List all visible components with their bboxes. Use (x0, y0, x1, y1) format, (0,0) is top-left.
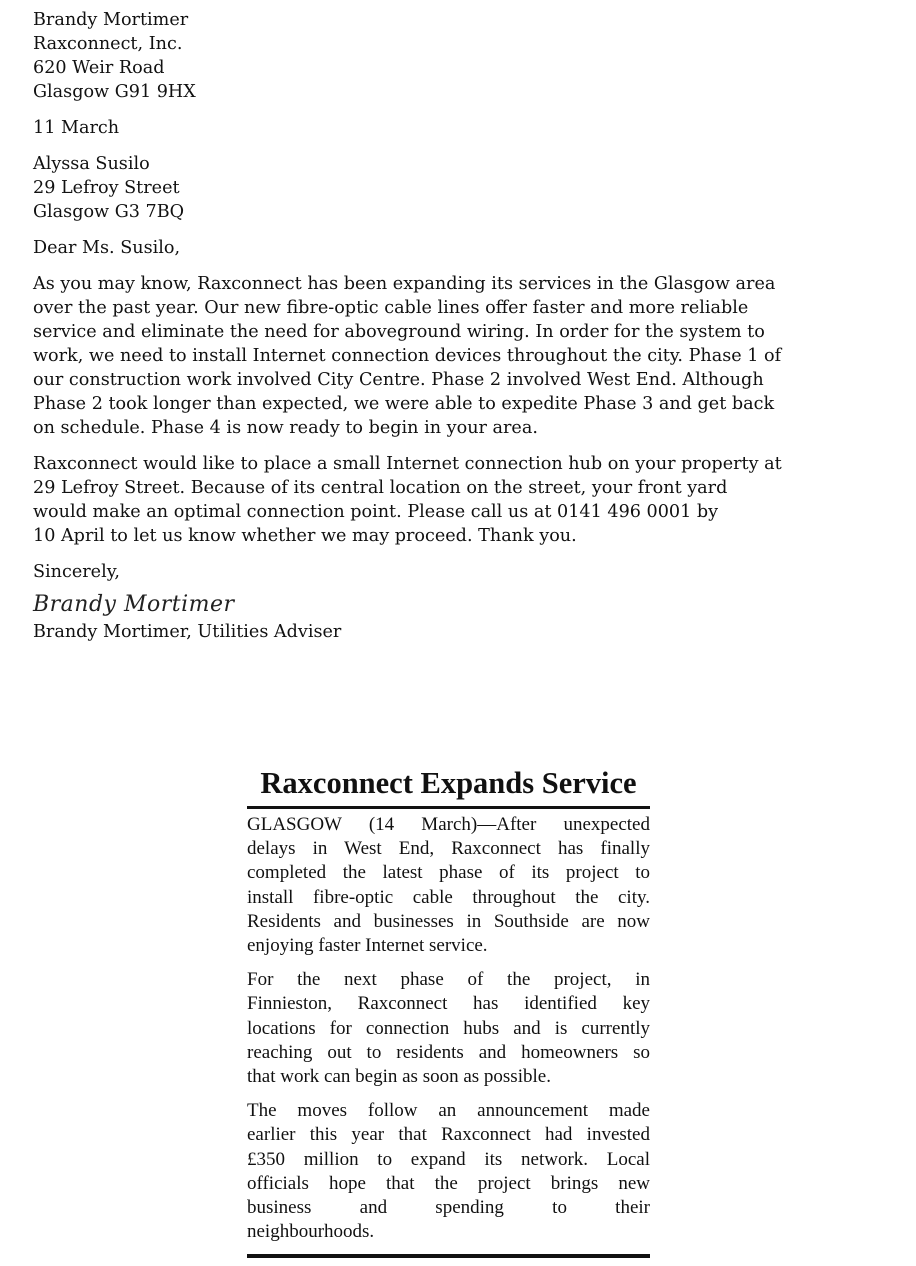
article-line: £350 million to expand its network. Local (247, 1148, 650, 1170)
article-line: business and spending to their (247, 1197, 650, 1219)
paragraph-line: work, we need to install Internet connection devices throughout the city. Phase 1 of (33, 346, 782, 366)
article-line: completed the latest phase of its project to (247, 862, 650, 884)
letter-paragraph-2 (33, 452, 903, 548)
article-line: GLASGOW (14 March)—After unexpected (247, 814, 650, 835)
article-bottom-rule (247, 1254, 650, 1258)
paragraph-line: 10 April to let us know whether we may proceed. Thank you. (33, 526, 577, 546)
sender-name: Brandy Mortimer (33, 10, 189, 30)
salutation-text: Dear Ms. Susilo, (33, 238, 181, 258)
recipient-city: Glasgow G3 7BQ (33, 202, 185, 222)
article-headline: Raxconnect Expands Service (260, 766, 637, 800)
article-paragraph-3 (247, 1099, 650, 1244)
paragraph-line: service and eliminate the need for aboveground wiring. In order for the system to (33, 322, 765, 342)
news-article (247, 764, 650, 1258)
paragraph-line: As you may know, Raxconnect has been expanding its services in the Glasgow area (33, 274, 776, 294)
paragraph-line: Raxconnect would like to place a small Internet connection hub on your property at (33, 454, 782, 474)
recipient-name: Alyssa Susilo (33, 154, 150, 174)
article-paragraph-2 (247, 968, 650, 1089)
article-line: officials hope that the project brings new (247, 1172, 650, 1194)
recipient-address (33, 152, 903, 224)
letter-date (33, 116, 903, 140)
salutation (33, 236, 903, 260)
article-line: For the next phase of the project, in (247, 969, 650, 991)
article-line: Finnieston, Raxconnect has identified key (247, 993, 650, 1015)
paragraph-line: 29 Lefroy Street. Because of its central location on the street, your front yard (33, 478, 728, 498)
article-line: Residents and businesses in Southside are now (247, 910, 650, 932)
article-line: delays in West End, Raxconnect has finally (247, 838, 650, 860)
closing (33, 560, 903, 584)
article-line: locations for connection hubs and is currently (247, 1017, 650, 1039)
handwritten-signature: Brandy Mortimer (33, 592, 235, 617)
headline-rule (247, 806, 650, 809)
closing-text: Sincerely, (33, 562, 120, 582)
paragraph-line: over the past year. Our new fibre-optic cable lines offer faster and more reliable (33, 298, 749, 318)
sender-street: 620 Weir Road (33, 58, 165, 78)
article-line: install fibre-optic cable throughout the city. (247, 886, 650, 908)
signoff (33, 620, 903, 644)
signoff-text: Brandy Mortimer, Utilities Adviser (33, 622, 342, 642)
paragraph-line: would make an optimal connection point. Please call us at 0141 496 0001 by (33, 502, 719, 522)
letter-paragraph-1 (33, 272, 903, 440)
sender-address (33, 8, 903, 104)
letter (33, 8, 903, 644)
paragraph-line: on schedule. Phase 4 is now ready to begin in your area. (33, 418, 538, 438)
article-line: reaching out to residents and homeowners so (247, 1041, 650, 1063)
article-line: enjoying faster Internet service. (247, 935, 488, 957)
article-line: that work can begin as soon as possible. (247, 1066, 551, 1088)
date-text: 11 March (33, 118, 120, 138)
paragraph-line: Phase 2 took longer than expected, we were able to expedite Phase 3 and get back (33, 394, 775, 414)
recipient-street: 29 Lefroy Street (33, 178, 180, 198)
paragraph-line: our construction work involved City Centre. Phase 2 involved West End. Although (33, 370, 764, 390)
sender-city: Glasgow G91 9HX (33, 82, 196, 102)
article-paragraph-1 (247, 813, 650, 958)
sender-company: Raxconnect, Inc. (33, 34, 183, 54)
article-line: neighbourhoods. (247, 1221, 375, 1243)
article-line: earlier this year that Raxconnect had invested (247, 1124, 650, 1146)
article-line: The moves follow an announcement made (247, 1100, 650, 1122)
